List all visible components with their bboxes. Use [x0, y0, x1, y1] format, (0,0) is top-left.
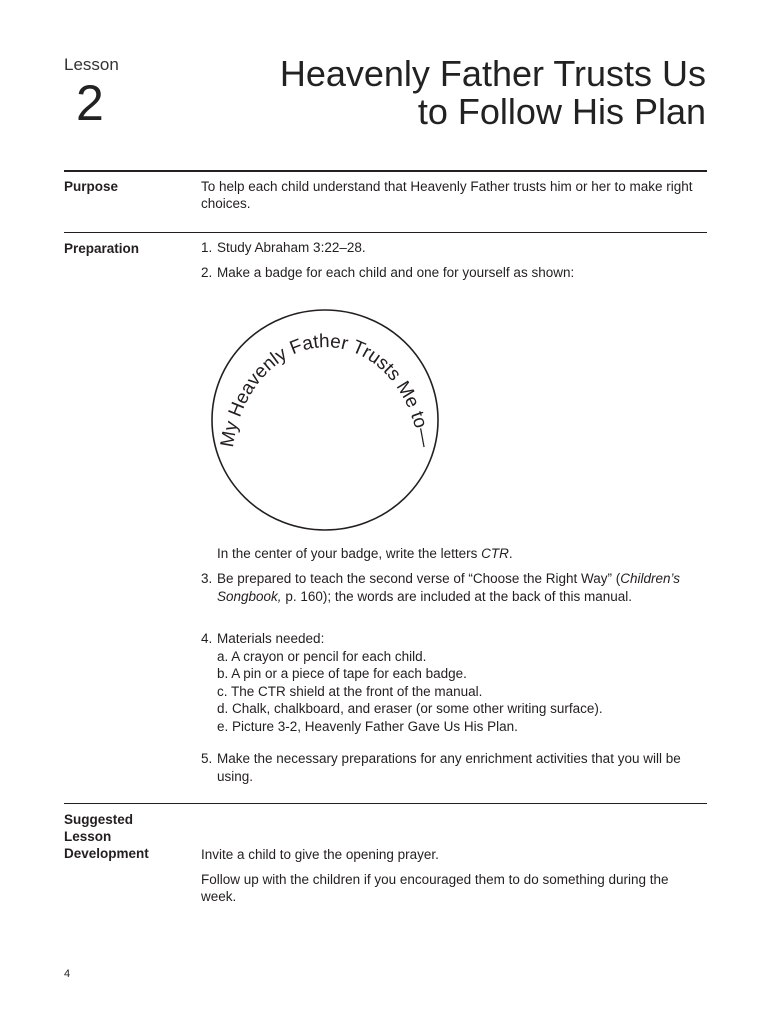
- item-number: 1.: [201, 240, 213, 255]
- item-number: 2.: [201, 265, 213, 280]
- development-label-line: Suggested: [64, 812, 134, 827]
- development-paragraph: Follow up with the children if you encouraged them to do something during the week.: [201, 872, 669, 904]
- preparation-item-3: [201, 570, 701, 605]
- development-label-line: Development: [64, 846, 149, 861]
- item-text: p. 160); the words are included at the back of this manual.: [281, 588, 633, 604]
- preparation-item-4: [201, 630, 701, 735]
- materials-list: [201, 648, 701, 736]
- badge-note-prefix: In the center of your badge, write the letters: [217, 546, 482, 561]
- preparation-item-1: [201, 239, 701, 257]
- preparation-label: Preparation: [64, 241, 140, 256]
- section-divider-purpose: [64, 232, 707, 233]
- page-number: 4: [64, 968, 71, 980]
- purpose-text: To help each child understand that Heavenly Father trusts him or her to make right choices.: [201, 179, 693, 211]
- badge-note-suffix: .: [508, 546, 513, 561]
- badge-note-letters: CTR: [481, 546, 509, 561]
- header-divider: [64, 170, 707, 172]
- preparation-item-2: [201, 264, 701, 282]
- section-divider-preparation: [64, 803, 707, 804]
- badge-instructions: [201, 545, 701, 563]
- badge-illustration: [206, 298, 446, 542]
- page-title: [186, 55, 706, 131]
- badge-arc-text: My Heavenly Father Trusts Me to—: [217, 331, 436, 449]
- materials-item: c. The CTR shield at the front of the manual.: [217, 683, 483, 699]
- purpose-label: Purpose: [64, 179, 119, 194]
- development-paragraph: Invite a child to give the opening prayer.: [201, 847, 439, 862]
- development-label-line: Lesson: [64, 829, 112, 844]
- item-number: 5.: [201, 751, 213, 766]
- item-text: Materials needed:: [217, 631, 325, 646]
- item-text: Make a badge for each child and one for yourself as shown:: [217, 265, 575, 280]
- materials-item: b. A pin or a piece of tape for each badge.: [217, 666, 467, 681]
- materials-item: d. Chalk, chalkboard, and eraser (or some other writing surface).: [217, 701, 603, 716]
- materials-item: a. A crayon or pencil for each child.: [217, 648, 427, 664]
- lesson-number: 2: [76, 75, 104, 131]
- item-number: 3.: [201, 571, 213, 586]
- lesson-label: Lesson: [64, 55, 119, 74]
- item-text: Be prepared to teach the second verse of “Choose the Right Way” (: [217, 571, 621, 586]
- page-title-line-2: to Follow His Plan: [417, 91, 706, 132]
- preparation-item-5: [201, 750, 701, 785]
- item-text: Study Abraham 3:22–28.: [217, 240, 366, 255]
- item-number: 4.: [201, 631, 213, 646]
- songbook-title: Children’s Songbook,: [217, 571, 680, 604]
- item-text: Make the necessary preparations for any enrichment activities that you will be using.: [217, 751, 681, 784]
- materials-item: e. Picture 3-2, Heavenly Father Gave Us His Plan.: [217, 718, 518, 734]
- development-label: [64, 811, 149, 862]
- page-title-line-1: Heavenly Father Trusts Us: [279, 53, 706, 94]
